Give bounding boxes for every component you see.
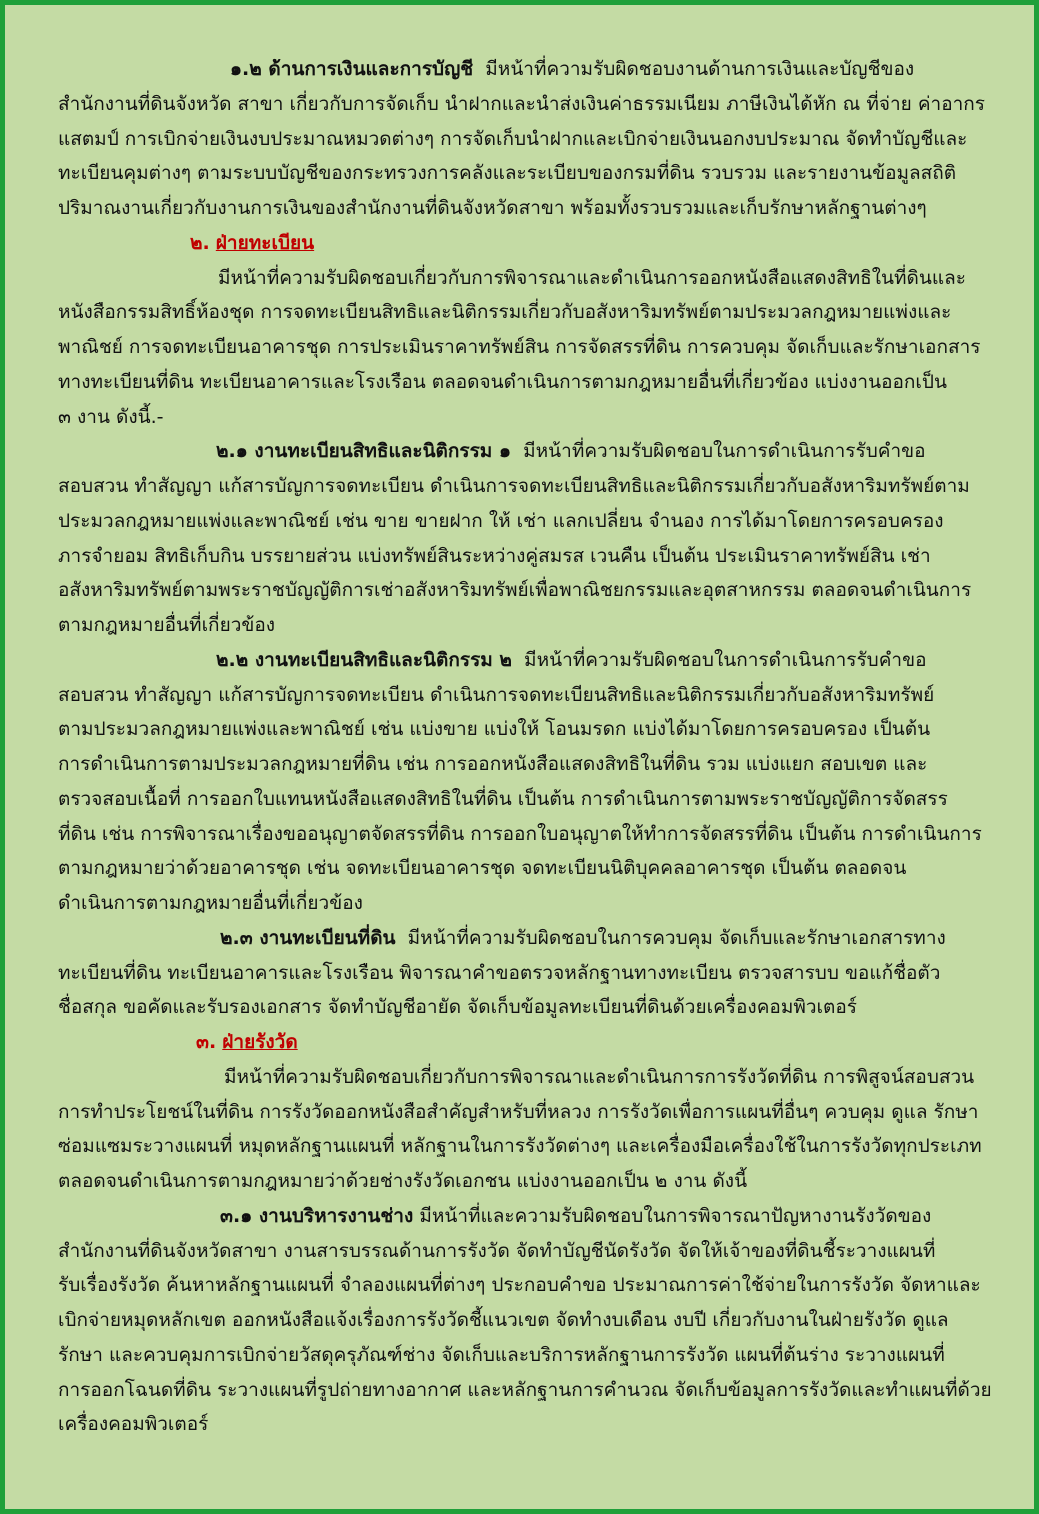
paragraph-line: สำนักงานที่ดินจังหวัดสาขา งานสารบรรณด้านการรังวัด จัดทำบัญชีนัดรังวัด จัดให้เจ้าของที่ดินชี้ระวางแผนที่	[58, 1239, 936, 1262]
section-heading-line	[58, 226, 988, 261]
paragraph-line: ที่ดิน เช่น การพิจารณาเรื่องขออนุญาตจัดสรรที่ดิน การออกใบอนุญาตให้ทำการจัดสรรที่ดิน เป็นต้น การดำเนินการ	[58, 822, 982, 845]
paragraph-line	[58, 1199, 988, 1234]
paragraph-line: ตามกฎหมายว่าด้วยอาคารชุด เช่น จดทะเบียนอาคารชุด จดทะเบียนนิติบุคคลอาคารชุด เป็นต้น ตลอดจน	[58, 857, 907, 880]
paragraph-line: ชื่อสกุล ขอคัดและรับรองเอกสาร จัดทำบัญชีอายัด จัดเก็บข้อมูลทะเบียนที่ดินด้วยเครื่องคอมพิวเตอร์	[58, 996, 857, 1019]
paragraph-line: การออกโฉนดที่ดิน ระวางแผนที่รูปถ่ายทางอากาศ และหลักฐานการคำนวณ จัดเก็บข้อมูลการรังวัดและทำแผนที่ด้วย	[58, 1378, 992, 1401]
paragraph-line: ประมวลกฎหมายแพ่งและพาณิชย์ เช่น ขาย ขายฝาก ให้ เช่า แลกเปลี่ยน จำนอง การได้มาโดยการครอบครอง	[58, 509, 944, 532]
section-heading: ๒.๑ งานทะเบียนสิทธิและนิติกรรม ๑	[216, 440, 512, 463]
paragraph-text: มีหน้าที่ความรับผิดชอบในการดำเนินการรับคำขอ	[524, 648, 927, 671]
paragraph-line	[58, 52, 988, 87]
paragraph-line: การทำประโยชน์ในที่ดิน การรังวัดออกหนังสือสำคัญสำหรับที่หลวง การรังวัดเพื่อการแผนที่อื่นๆ ควบคุม ดูแล รักษา	[58, 1100, 979, 1123]
paragraph-line: รักษา และควบคุมการเบิกจ่ายวัสดุครุภัณฑ์ช่าง จัดเก็บและบริการหลักฐานการรังวัด แผนที่ต้นร่าง ระวางแผนที่	[58, 1343, 945, 1366]
paragraph-text: มีหน้าที่ความรับผิดชอบงานด้านการเงินและบัญชีของ	[485, 58, 915, 80]
section-heading: ๓.๑ งานบริหารงานช่าง	[220, 1204, 414, 1227]
paragraph-line	[58, 921, 988, 956]
paragraph-line: ตรวจสอบเนื้อที่ การออกใบแทนหนังสือแสดงสิทธิในที่ดิน เป็นต้น การดำเนินการตามพระราชบัญญัติการจัดสรร	[58, 787, 948, 810]
paragraph-line	[58, 434, 988, 469]
section-heading: ๒.๒ งานทะเบียนสิทธิและนิติกรรม ๒	[216, 648, 512, 671]
paragraph-text: มีหน้าที่ความรับผิดชอบในการดำเนินการรับคำขอ	[523, 440, 926, 463]
paragraph-line: ดำเนินการตามกฎหมายอื่นที่เกี่ยวข้อง	[58, 892, 363, 914]
document-body	[58, 52, 992, 1442]
paragraph-line: สอบสวน ทำสัญญา แก้สารบัญการจดทะเบียน ดำเนินการจดทะเบียนสิทธิและนิติกรรมเกี่ยวกับอสังหาริมทรัพย์	[58, 683, 935, 706]
paragraph-line: ภารจำยอม สิทธิเก็บกิน บรรยายส่วน แบ่งทรัพย์สินระหว่างคู่สมรส เวนคืน เป็นต้น ประเมินราคาทรัพย์สิน เช่า	[58, 544, 931, 567]
section-number: ๒.	[190, 231, 210, 254]
paragraph-line: ๓ งาน ดังนี้.-	[58, 405, 164, 428]
paragraph-line: แสตมป์ การเบิกจ่ายเงินงบประมาณหมวดต่างๆ การจัดเก็บนำฝากและเบิกจ่ายเงินนอกงบประมาณ จัดทำบัญชีและ	[58, 127, 968, 150]
paragraph-line: เครื่องคอมพิวเตอร์	[58, 1413, 209, 1436]
section-heading: ๑.๒ ด้านการเงินและการบัญชี	[230, 58, 474, 80]
paragraph-line: ทะเบียนที่ดิน ทะเบียนอาคารและโรงเรือน พิจารณาคำขอตรวจหลักฐานทางทะเบียน ตรวจสารบบ ขอแก้ชื่อตัว	[58, 961, 941, 984]
paragraph-line: เบิกจ่ายหมุดหลักเขต ออกหนังสือแจ้งเรื่องการรังวัดชี้แนวเขต จัดทำงบเดือน งบปี เกี่ยวกับงานในฝ่ายรังวัด ดูแล	[58, 1309, 949, 1331]
paragraph-line: มีหน้าที่ความรับผิดชอบเกี่ยวกับการพิจารณาและดำเนินการออกหนังสือแสดงสิทธิในที่ดินและ	[218, 266, 966, 289]
paragraph-line: ตลอดจนดำเนินการตามกฎหมายว่าด้วยช่างรังวัดเอกชน แบ่งงานออกเป็น ๒ งาน ดังนี้	[58, 1170, 748, 1192]
paragraph-line: สอบสวน ทำสัญญา แก้สารบัญการจดทะเบียน ดำเนินการจดทะเบียนสิทธิและนิติกรรมเกี่ยวกับอสังหาริมทรัพย์ตาม	[58, 475, 970, 497]
paragraph-line: ซ่อมแซมระวางแผนที่ หมุดหลักฐานแผนที่ หลักฐานในการรังวัดต่างๆ และเครื่องมือเครื่องใช้ในการรังวัดทุกประเภท	[58, 1135, 982, 1158]
paragraph-line: ตามประมวลกฎหมายแพ่งและพาณิชย์ เช่น แบ่งขาย แบ่งให้ โอนมรดก แบ่งได้มาโดยการครอบครอง เป็นต้น	[58, 718, 931, 741]
paragraph-line: สำนักงานที่ดินจังหวัด สาขา เกี่ยวกับการจัดเก็บ นำฝากและนำส่งเงินค่าธรรมเนียม ภาษีเงินได้หัก ณ ที่จ่าย ค่าอากร	[58, 92, 986, 115]
paragraph-line: พาณิชย์ การจดทะเบียนอาคารชุด การประเมินราคาทรัพย์สิน การจัดสรรที่ดิน การควบคุม จัดเก็บและรักษาเอกสาร	[58, 336, 981, 358]
section-title: ฝ่ายทะเบียน	[215, 231, 315, 254]
paragraph-text: มีหน้าที่และความรับผิดชอบในการพิจารณาปัญหางานรังวัดของ	[419, 1204, 932, 1227]
paragraph-line: ตามกฎหมายอื่นที่เกี่ยวข้อง	[58, 614, 276, 636]
paragraph-line: อสังหาริมทรัพย์ตามพระราชบัญญัติการเช่าอสังหาริมทรัพย์เพื่อพาณิชยกรรมและอุตสาหกรรม ตลอดจนดำเนินการ	[58, 579, 972, 602]
paragraph-line: ปริมาณงานเกี่ยวกับงานการเงินของสำนักงานที่ดินจังหวัดสาขา พร้อมทั้งรวบรวมและเก็บรักษาหลักฐานต่างๆ	[58, 197, 927, 219]
paragraph-line: ทะเบียนคุมต่างๆ ตามระบบบัญชีของกระทรวงการคลังและระเบียบของกรมที่ดิน รวบรวม และรายงานข้อมูลสถิติ	[58, 162, 957, 185]
paragraph-line: มีหน้าที่ความรับผิดชอบเกี่ยวกับการพิจารณาและดำเนินการการรังวัดที่ดิน การพิสูจน์สอบสวน	[224, 1065, 975, 1088]
section-title: ฝ่ายรังวัด	[222, 1031, 298, 1053]
section-number: ๓.	[196, 1031, 217, 1053]
paragraph-text: มีหน้าที่ความรับผิดชอบในการควบคุม จัดเก็บและรักษาเอกสารทาง	[407, 926, 946, 949]
section-heading-line	[58, 1025, 988, 1060]
paragraph-line: หนังสือกรรมสิทธิ์ห้องชุด การจดทะเบียนสิทธิและนิติกรรมเกี่ยวกับอสังหาริมทรัพย์ตามประมวลกฎหมายแพ่งและ	[58, 301, 952, 324]
section-heading: ๒.๓ งานทะเบียนที่ดิน	[220, 926, 396, 949]
paragraph-line: ทางทะเบียนที่ดิน ทะเบียนอาคารและโรงเรือน ตลอดจนดำเนินการตามกฎหมายอื่นที่เกี่ยวข้อง แบ่งงานออกเป็น	[58, 370, 947, 393]
paragraph-line: รับเรื่องรังวัด ค้นหาหลักฐานแผนที่ จำลองแผนที่ต่างๆ ประกอบคำขอ ประมาณการค่าใช้จ่ายในการรังวัด จัดหาและ	[58, 1274, 981, 1297]
paragraph-line	[58, 643, 988, 678]
paragraph-line: การดำเนินการตามประมวลกฎหมายที่ดิน เช่น การออกหนังสือแสดงสิทธิในที่ดิน รวม แบ่งแยก สอบเขต และ	[58, 753, 928, 775]
